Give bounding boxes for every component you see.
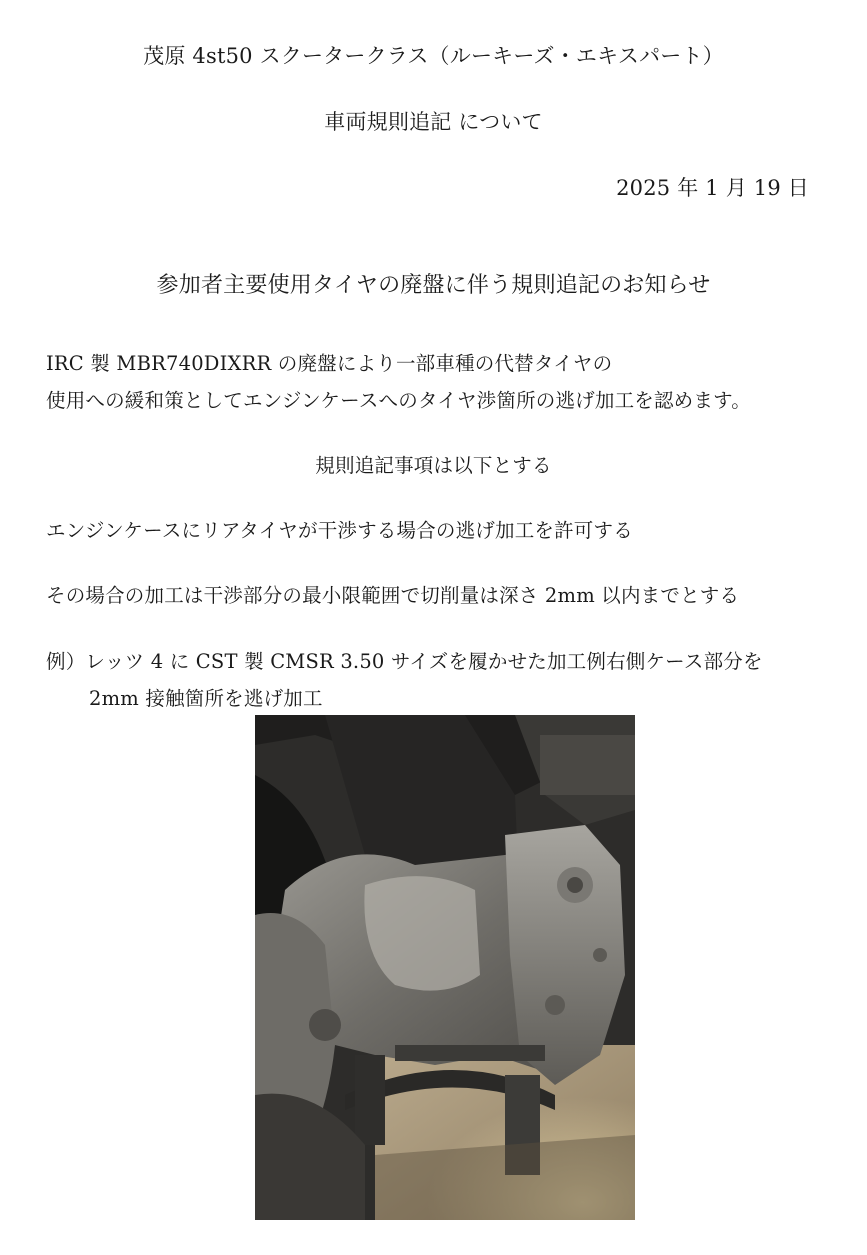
rule-item: エンジンケースにリアタイヤが干渉する場合の逃げ加工を許可する (46, 519, 633, 542)
document-title: 茂原 4st50 スクータークラス（ルーキーズ・エキスパート） (143, 44, 724, 68)
notice-heading: 参加者主要使用タイヤの廃盤に伴う規則追記のお知らせ (156, 273, 711, 298)
intro-line: 使用への緩和策としてエンジンケースへのタイヤ渉箇所の逃げ加工を認めます。 (46, 389, 751, 412)
intro-line: IRC 製 MBR740DIXRR の廃盤により一部車種の代替タイヤの (46, 352, 613, 375)
engine-case-photo (255, 715, 635, 1220)
rule-item: その場合の加工は干渉部分の最小限範囲で切削量は深さ 2mm 以内までとする (46, 584, 740, 607)
rules-heading: 規則追記事項は以下とする (315, 454, 552, 477)
document-subtitle: 車両規則追記 について (324, 110, 543, 134)
document-date: 2025 年 1 月 19 日 (616, 176, 809, 200)
example-line: 例）レッツ 4 に CST 製 CMSR 3.50 サイズを履かせた加工例右側ケース部分を (46, 650, 763, 673)
example-line: 2mm 接触箇所を逃げ加工 (89, 687, 323, 710)
